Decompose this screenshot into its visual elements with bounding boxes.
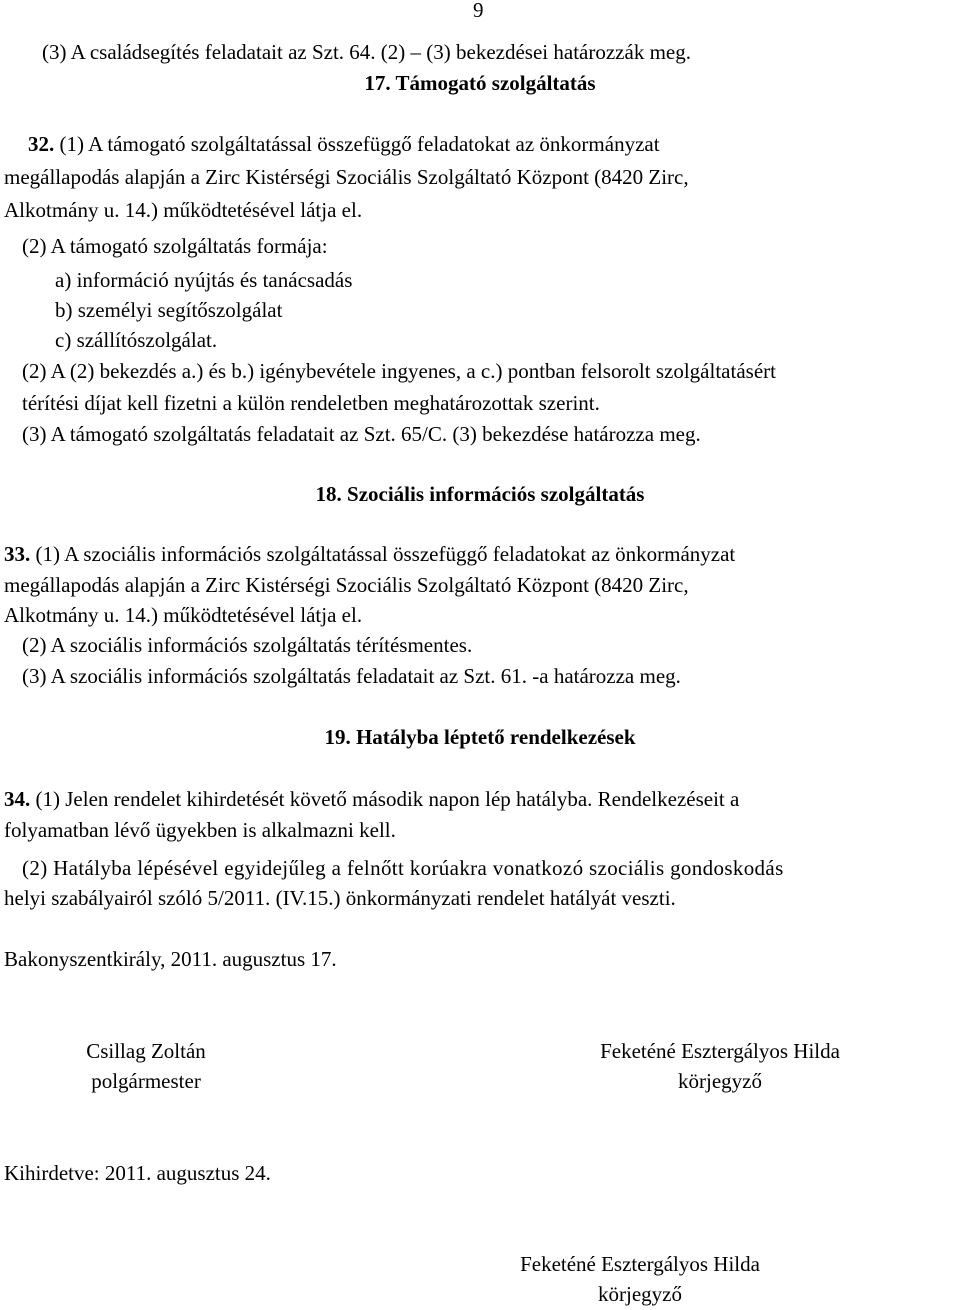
paragraph-line <box>28 131 660 157</box>
section-number: 32. <box>28 132 55 156</box>
paragraph-text: (1) A szociális információs szolgáltatással összefüggő feladatokat az önkormányzat <box>30 542 736 566</box>
paragraph-line: térítési díjat kell fizetni a külön rendeletben meghatározottak szerint. <box>22 391 600 415</box>
paragraph-line <box>4 786 739 812</box>
paragraph-line: (2) A (2) bekezdés a.) és b.) igénybevétele ingyenes, a c.) pontban felsorolt szolgáltatásért <box>22 359 776 383</box>
paragraph-text: (1) A támogató szolgáltatással összefüggő feladatokat az önkormányzat <box>54 132 660 156</box>
place-and-date: Bakonyszentkirály, 2011. augusztus 17. <box>4 947 337 971</box>
paragraph-line <box>4 541 735 567</box>
signature-block-notary <box>560 1036 880 1096</box>
paragraph-line: Alkotmány u. 14.) működtetésével látja el. <box>4 603 363 627</box>
paragraph-line: (3) A családsegítés feladatait az Szt. 64. (2) – (3) bekezdései határozzák meg. <box>42 40 691 64</box>
publication-date: Kihirdetve: 2011. augusztus 24. <box>4 1161 271 1185</box>
signer-name: Feketéné Esztergályos Hilda <box>600 1039 840 1063</box>
signer-name: Csillag Zoltán <box>86 1039 206 1063</box>
paragraph-line: (2) Hatályba lépésével egyidejűleg a felnőtt korúakra vonatkozó szociális gondoskodás <box>22 856 784 880</box>
signer-title: körjegyző <box>598 1282 682 1306</box>
paragraph-text: (1) Jelen rendelet kihirdetését követő második napon lép hatályba. Rendelkezéseit a <box>30 787 740 811</box>
signature-block-bottom <box>480 1249 800 1309</box>
signer-title: polgármester <box>91 1069 201 1093</box>
signer-title: körjegyző <box>678 1069 762 1093</box>
paragraph-line: (3) A szociális információs szolgáltatás feladatait az Szt. 61. -a határozza meg. <box>22 664 681 688</box>
paragraph-line: (3) A támogató szolgáltatás feladatait az Szt. 65/C. (3) bekezdése határozza meg. <box>22 422 701 446</box>
paragraph-line: megállapodás alapján a Zirc Kistérségi Szociális Szolgáltató Központ (8420 Zirc, <box>4 573 689 597</box>
section-number: 33. <box>4 542 31 566</box>
paragraph-line: helyi szabályairól szóló 5/2011. (IV.15.) önkormányzati rendelet hatályát veszti. <box>4 886 676 910</box>
list-item: b) személyi segítőszolgálat <box>55 298 283 322</box>
paragraph-line: Alkotmány u. 14.) működtetésével látja el. <box>4 198 363 222</box>
list-item: c) szállítószolgálat. <box>55 328 218 352</box>
section-heading-18: 18. Szociális információs szolgáltatás <box>315 482 645 506</box>
paragraph-line: megállapodás alapján a Zirc Kistérségi Szociális Szolgáltató Központ (8420 Zirc, <box>4 165 689 189</box>
page-number: 9 <box>473 0 484 22</box>
signature-block-mayor <box>46 1036 246 1096</box>
section-heading-17: 17. Támogató szolgáltatás <box>364 71 596 95</box>
list-item: a) információ nyújtás és tanácsadás <box>55 268 353 292</box>
section-heading-19: 19. Hatályba léptető rendelkezések <box>324 725 636 749</box>
paragraph-line: folyamatban lévő ügyekben is alkalmazni kell. <box>4 818 396 842</box>
signer-name: Feketéné Esztergályos Hilda <box>520 1252 760 1276</box>
paragraph-line: (2) A szociális információs szolgáltatás térítésmentes. <box>22 633 473 657</box>
paragraph-line: (2) A támogató szolgáltatás formája: <box>22 234 328 258</box>
section-number: 34. <box>4 787 31 811</box>
